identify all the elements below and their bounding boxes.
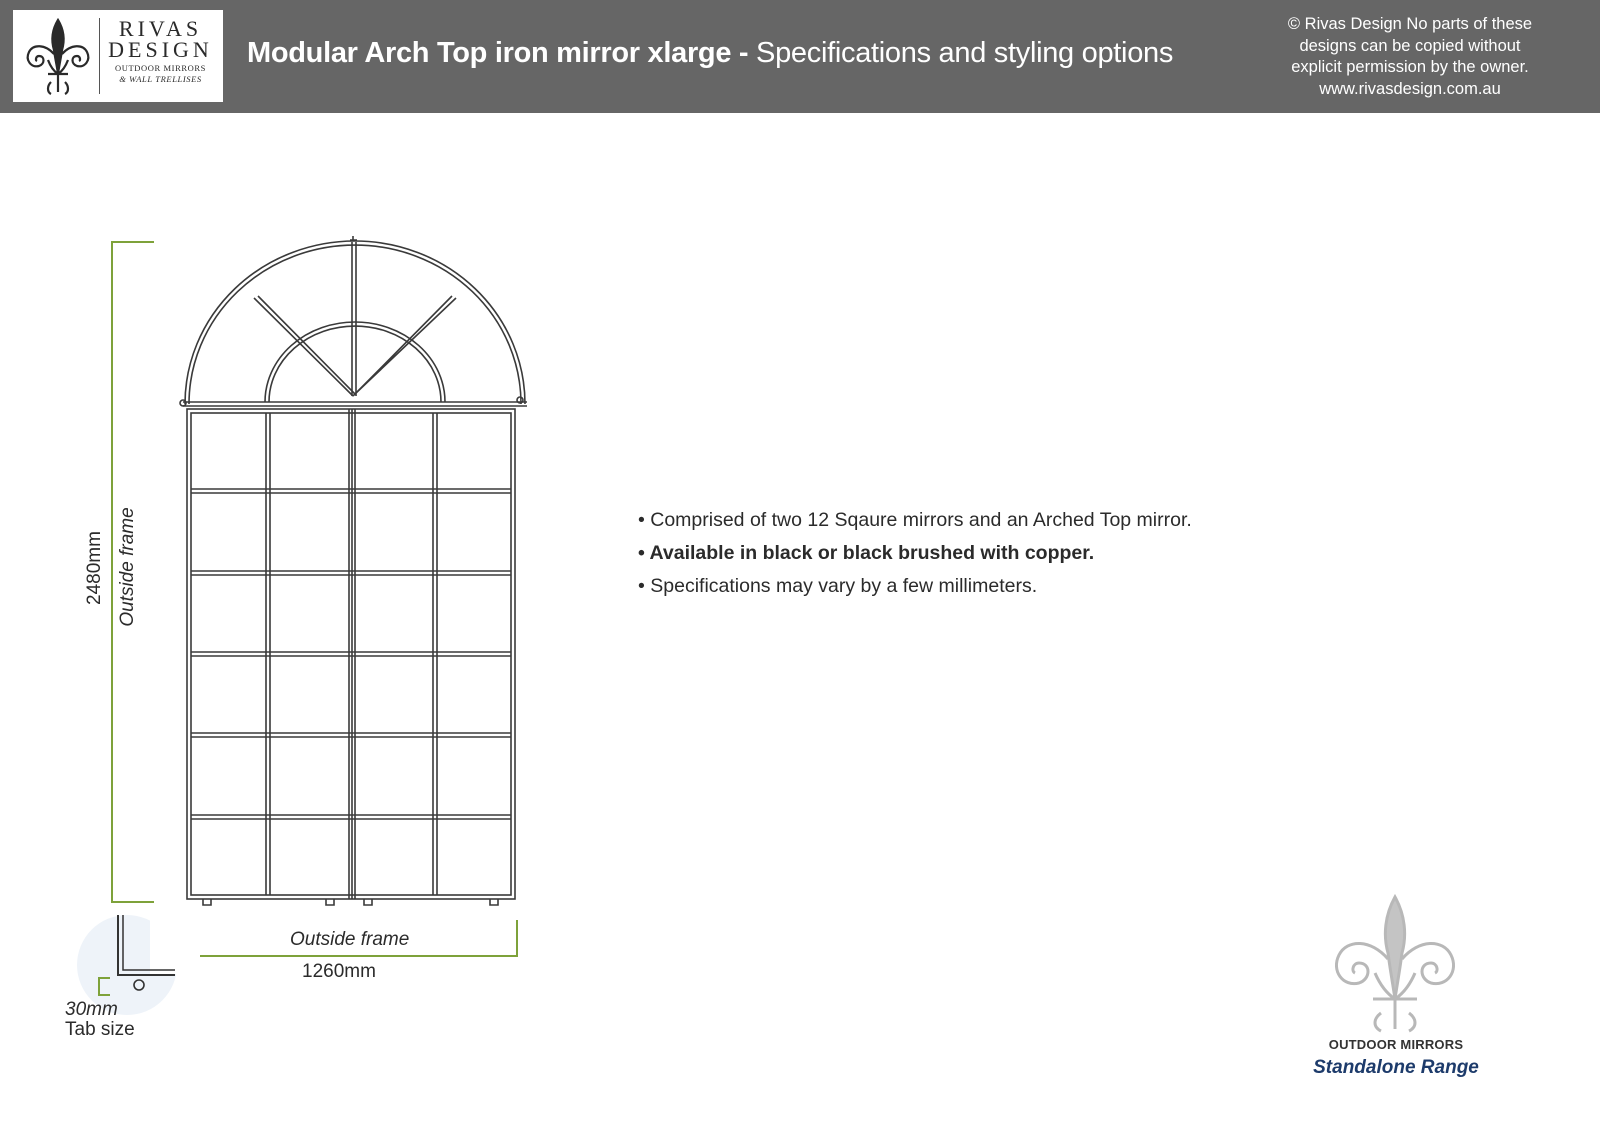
arch-top-mirror	[180, 236, 527, 406]
page-title-product: Modular Arch Top iron mirror xlarge -	[247, 37, 749, 69]
feature-item: • Specifications may vary by a few millimeters.	[638, 575, 1038, 597]
feature-list	[638, 504, 1192, 603]
logo-name-line2: DESIGN	[108, 37, 213, 62]
copyright-line-3: explicit permission by the owner.	[1291, 58, 1529, 76]
feature-item: • Comprised of two 12 Sqaure mirrors and an Arched Top mirror.	[638, 509, 1192, 531]
feature-item-finish: • Available in black or black brushed with copper.	[638, 542, 1095, 564]
website-url[interactable]: www.rivasdesign.com.au	[1319, 79, 1501, 98]
width-value-label: 1260mm	[302, 961, 376, 982]
logo-name-line1: RIVAS	[118, 16, 203, 41]
height-value-label: 2480mm	[84, 531, 105, 605]
fleur-de-lis-watermark-icon	[1325, 893, 1465, 1033]
tab-size-value: 30mm	[65, 999, 118, 1020]
square-mirror-panels	[187, 409, 515, 905]
logo-tagline-1: OUTDOOR MIRRORS	[115, 63, 206, 73]
tab-size-label: Tab size	[65, 1019, 135, 1040]
width-frame-label: Outside frame	[290, 929, 410, 950]
range-category: OUTDOOR MIRRORS	[1328, 1037, 1464, 1052]
logo-tagline-2: & WALL TRELLISES	[119, 74, 202, 84]
page-title-subtitle: Specifications and styling options	[748, 37, 1174, 69]
copyright-line-2: designs can be copied without	[1299, 36, 1521, 55]
copyright-line-1: © Rivas Design No parts of these	[1287, 15, 1533, 33]
height-frame-label: Outside frame	[117, 507, 138, 627]
range-name: Standalone Range	[1313, 1057, 1479, 1078]
